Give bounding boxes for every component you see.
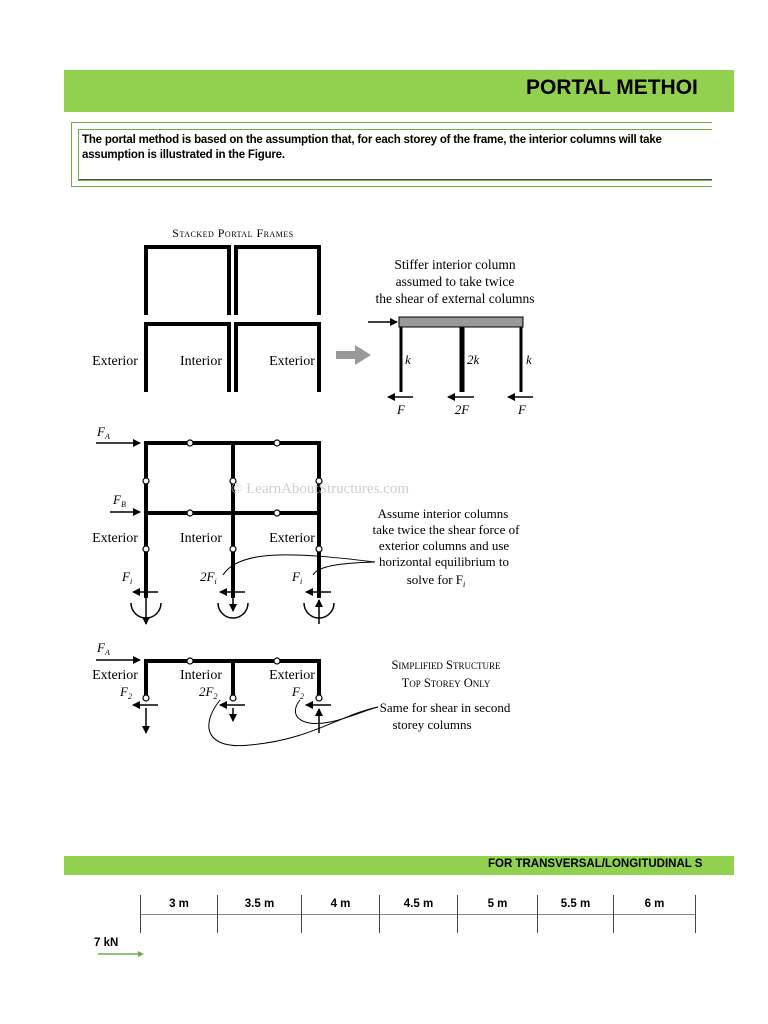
panel3-shear-left: $F_i$ [122,569,133,586]
span-cell[interactable] [613,895,695,933]
panel4-label-exterior-right: Exterior [269,668,315,683]
load-arrow-icon [98,948,148,958]
panel2-stiffness-middle: 2k [467,352,480,367]
panel4-title-line2: Top Storey Only [401,676,491,690]
panel4-shear-middle: $2F_2$ [199,684,218,701]
span-label: 3 m [169,898,189,910]
transition-arrow [336,345,371,365]
span-cell[interactable] [379,895,457,933]
panel3-label-exterior-left: Exterior [92,531,138,546]
panel4-note-line2: storey columns [392,717,472,732]
panel2-stiffness-right: k [526,352,532,367]
panel3-watermark: © LearnAboutStructures.com [230,481,410,497]
note-line-1: The portal method is based on the assumption that, for each storey of the frame, the interior columns will take [82,134,662,146]
panel3-shear-middle: $2F_i$ [200,569,217,586]
panel4-label-interior: Interior [180,668,222,683]
span-cell[interactable] [457,895,537,933]
panel1-title: Stacked Portal Frames [172,226,294,240]
section-bar [64,856,734,875]
panel3-load-a: $F_A$ [97,424,110,441]
note-line-2: assumption is illustrated in the Figure. [82,149,285,161]
panel1-label-interior: Interior [180,354,222,369]
panel3-note-line5: solve for $F_i$ [406,572,466,589]
panel4-note-line1: Same for shear in second [379,700,511,715]
span-label: 5.5 m [560,898,591,910]
span-label: 4 m [330,898,351,910]
panel3-note-line2: take twice the shear force of [372,522,520,537]
span-end-line [695,895,696,933]
span-row [140,895,696,933]
panel2-caption-line1: Stiffer interior column [394,257,516,272]
section-title: FOR TRANSVERSAL/LONGITUDINAL S [488,858,703,870]
panel3-label-exterior-right: Exterior [269,531,315,546]
panel2-shear-middle: 2F [454,402,470,417]
span-label: 5 m [487,898,508,910]
panel2-caption-line3: the shear of external columns [375,291,535,306]
panel3-note-line1: Assume interior columns [377,506,509,521]
panel4-label-exterior-left: Exterior [92,668,138,683]
span-label: 4.5 m [403,898,434,910]
panel3-note-line3: exterior columns and use [378,538,510,553]
panel2-beam [399,317,523,327]
panel4-leader-curves [209,700,378,746]
span-cell[interactable] [217,895,301,933]
panel4-load: $F_A$ [97,640,110,657]
panel2-shear-right: F [518,402,526,417]
span-cell[interactable] [537,895,613,933]
panel4-title-line1: Simplified Structure [391,658,501,672]
panel3-load-b: $F_B$ [113,492,126,509]
page-title: PORTAL METHOI [526,76,698,99]
load-label: 7 kN [94,937,119,949]
panel2-shear-left: F [397,402,405,417]
span-cell[interactable] [140,895,217,933]
panel2-caption-line2: assumed to take twice [395,274,515,289]
panel1-label-exterior-left: Exterior [92,354,138,369]
span-label: 3.5 m [244,898,275,910]
panel4-reactions [133,705,331,733]
panel1-label-exterior-right: Exterior [269,354,315,369]
span-label: 6 m [644,898,665,910]
panel3-shear-right: $F_i$ [292,569,303,586]
panel4-shear-right: $F_2$ [292,684,304,701]
panel4-shear-left: $F_2$ [120,684,132,701]
stacked-frames [146,247,319,392]
span-cell[interactable] [301,895,379,933]
panel3-note-line4: horizontal equilibrium to [379,554,509,569]
panel3-label-interior: Interior [180,531,222,546]
panel2-stiffness-left: k [405,352,411,367]
